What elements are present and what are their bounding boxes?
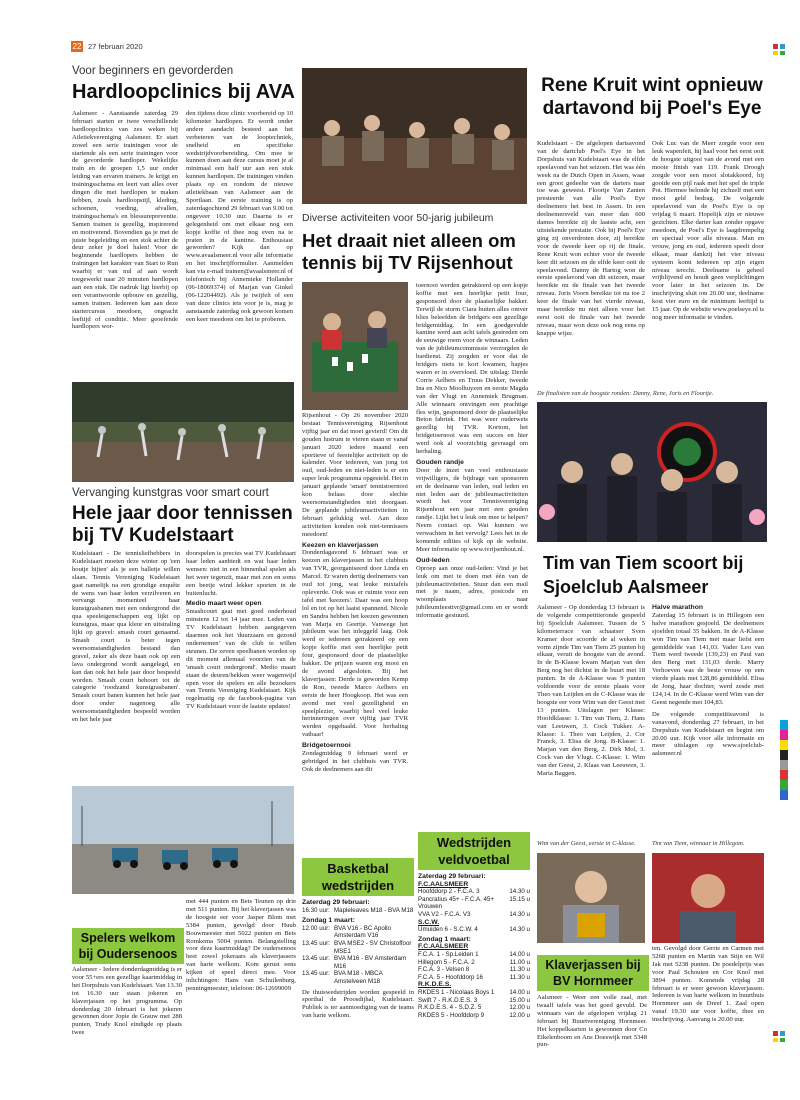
basketbal-time: 16.30 uur:	[302, 906, 330, 914]
veldvoetbal-match: F.C.A. 3 - Velsen 8	[418, 966, 470, 974]
veldvoetbal-time: 14.30 u	[509, 888, 530, 896]
veldvoetbal-title-2: veldvoetbal	[438, 852, 510, 867]
veldvoetbal-row	[418, 911, 530, 919]
hornmeer-banner	[537, 955, 649, 991]
tennis50-title: Het draait niet alleen om tennis bij TV Rijsenhout	[302, 230, 516, 273]
veldvoetbal-match: Swift 7 - R.K.D.E.S. 3	[418, 996, 478, 1004]
hardloop-col2: den tijdens deze clinic voorbereid op 10 kilometer hardlopen. Er wordt onder andere aandacht besteed aan het verbeteren van de looptechniek, snelheid en specifieke wedstrijdvoorbereiding. Om mee te kunnen doen aan deze cursus moet je al minimaal een half uur aan een stuk kunnen hardlopen. De trainingen vinden plaats op en rondom de nieuwe atletiekbaan van Aalsmeer aan de Sportlaan. De eerste training is op zaterdagochtend 29 februari van 9.00 tot ongeveer 10.30 uur. Daarna is er gelegenheid om met elkaar nog een kopje koffie of thee nog even na te praten in de kantine. Enthousiast geworden? Kijk dan op www.avaalsmeer.nl voor alle informatie en het inschrijfformulier. Aanmelden kan via e-mail trainen@avaalsmeer.nl of telefonisch bij Annemieke Hollander (06-18069374) of Marjan van Ginkel (06-12204492). Als je twijfelt of een van deze clinics iets voor je is, mag je aanstaande zaterdag ook gewoon komen een keer meedoen om het te proberen.	[186, 110, 293, 323]
spelers-banner	[72, 928, 184, 964]
basketbal-day-1: Zaterdag 29 februari:	[302, 899, 370, 906]
kunstgras-col2	[186, 550, 296, 782]
kunstgras-title: Hele jaar door tennissen bij TV Kudelstaart	[72, 503, 293, 546]
tim-col2-next: De volgende competitieavond is vanavond, donderdag 27 februari, in het Dorpshuis van Kudelstaart en begint om 20.00 uur. Kijk voor alle informatie en meer uitslagen op www.sjoelclub-aalsmeer.nl	[652, 710, 764, 758]
tennis50-col2-gouden: Door de inzet van veel enthousiaste vrijwilligers, de bijdrage van sponsoren en de deelname van leden, oud leden en niet leden aan de jubileumactiviteiten wordt het voor Tennisvereniging Rijsenhout een jaar met een gouden randje. Lijkt het u leuk om mee te helpen? Neem contact op. Wat kunnen we verwachten in het vervolg? Lees het in de komende edities of kijk op de website. Meer informatie op www.tvrijsenhout.nl.	[416, 466, 528, 553]
veldvoetbal-match: F.C.A. 5 - Hoofddorp 16	[418, 973, 484, 981]
hardloop-kicker: Voor beginners en gevorderden	[72, 65, 234, 77]
hornmeer-title-2: BV Hornmeer	[553, 974, 633, 988]
darts-col1: Kudelstaart - De afgelopen dartsavond van de dartclub Poel's Eye in het Dorpshuis van Kudelstaart was de elfde speelavond van het seizoen. Het was één week na de Dutch Open in Assen, waar een groot gedeelte van de darters naar toe was geweest. Floortje Van Zanten presteerde van alle Poel's Eye deelnemers het best in Assen. In een deelnemersveld van meer dan 600 dames bereikte zij de laatste acht, een uitstekende prestatie. Ook bij Poel's Eye ging zij onverdroten door, zij bereikte voor de tweede keer op rij de finale. Rene Kruit won echter voor de tweede keer dit seizoen en de elfde keer ooit de speelavond. Danny de Hartog won de eerste speelavond van dit seizoen, maar bereikte nu de finale van het tweede niveau. Joris Voorn bereikte tot nu toe 2 keer de finale van het vierde niveau, maar bereikte nu niet alleen voor het eerst ooit de finale van het tweede niveau, maar won deze ook nog eens op knappe wijze.	[537, 140, 645, 337]
kunstgras-col2-intro: doorspelen is precies wat TV Kudelstaart haar leden aanbiedt en wat haar leden wensen: niet in een binnenhal spelen als het weer tegenzit, maar met zon en soms een beetje wind lekker sporten in de buitenlucht.	[186, 550, 296, 597]
tennis50-col2-bridge: toernooi werden getrakteerd op een kopje koffie met een heerlijke petit four, gesponsord door de plaatselijke bakker. Terwijl de storm Ciara buiten alles omver blies beleefden de bridgers een gezellige bridgemiddag. In een goedgevulde kantine werd aan acht tafels gestreden om de eeuwige roem voor de winnaars. Leden van de jubileumcommissie verzorgden de bardienst. Zij zorgden er voor dat de bridgers niets te kort kwamen, hapjes waren er in overvloed. De uitslag: Derde Corrie Aelbers en Truus Dekker, tweede Ina en Nico Moolhuyzen en eerste Magda van der Vlugt en Annemiek Brugman. Alle winnaars ontvingen een prachtige fles wijn, gesponsord door de plaatselijke Beton fabriek. Het was weer ouderwets gezellig bij TVR. Kortom, het bridgetoernooi was een succes en hier werd ook al voorzichtig gevraagd om herhaling.	[416, 282, 528, 456]
basketbal-row	[302, 940, 414, 955]
darts-caption: De finalisten van de hoogste ronden: Danny, Rene, Joris en Floortje.	[537, 390, 714, 397]
basketbal-row	[302, 970, 414, 985]
veldvoetbal-time: 15.00 u	[509, 996, 530, 1004]
basketbal-banner	[302, 858, 414, 896]
veldvoetbal-time: 15.15 u	[509, 895, 530, 903]
tim-title-banner: Tim van Tiem scoort bij Sjoelclub Aalsmeer	[537, 548, 767, 600]
tennis50-sub-oudleden: Oud-leden	[416, 556, 450, 564]
basketbal-time: 13.45 uur:	[302, 939, 330, 947]
basketbal-time: 13.45 uur:	[302, 955, 330, 963]
veldvoetbal-match: R.K.D.E.S. 4 - S.D.Z. 5	[418, 1004, 482, 1012]
tennis50-col1-intro: Rijsenhout - Op 26 november 2020 bestaat Tennisvereniging Rijsenhout vijftig jaar en dat moet gevierd! Om dit gouden lustrum te vieren staan er vanaf januari 2020 iedere maand een sportieve of feestelijke activiteit op de kalender. Voor iedereen, van jong tot oud, oud-leden en niet-leden is er een super leuk programma opgesteld. Het in januari geplande 'smart' tennistoernooi kon helaas door slechte weersomstandigheden niet doorgaan. De geplande jubileumactiviteiten in februari gelukkig wel. Aan deze activiteiten konden ook niet-tennissers meedoen!	[302, 412, 408, 538]
tim-photo-2	[652, 853, 764, 943]
hardloop-col1: Aalsmeer - Aanstaande zaterdag 29 februari starten er twee verschillende hardloopclinics van zes weken bij Atletiekvereniging Aalsmeer. Er start zowel een serie trainingen voor de startende als een serie trainingen voor de gevorderde hardloper. Wekelijks train en de groepen 1,5 uur onder leiding van ervaren trainers. Je krijgt en trainingsschema en leert van alles over dingen die met hardlopen te maken hebben, zoals hardloopstijl, kleding, schoenen, voeding, afvallen, trainingsschema's en blessurepreventie. Samen trainen is gezellig, inspirerend en motiverend. Bovendien ga je met de juiste begeleiding en een stok achter de deur zeker je doel halen! Voor de beginnende hardlopers hebben de trainingen het karakter van Start to Run waarbij er van nul af aan wordt toegewerkt naar 20 minuten hardlopen aan een stuk. De nadruk ligt hierbij op een verantwoorde opbouw en gezellig, samen trainen. Iedereen kan aan deze startercursus meedoen, ongeacht leeftijd of conditie. Meer geoefende hardlopers wor-	[72, 110, 178, 331]
veldvoetbal-club-3: F.C.AALSMEER	[418, 943, 469, 951]
veldvoetbal-match: Hoofddorp 2 - F.C.A. 3	[418, 888, 480, 896]
hardloop-title: Hardloopclinics bij AVA	[72, 82, 295, 103]
veldvoetbal-day-1: Zaterdag 29 februari:	[418, 873, 486, 880]
tennis50-col1-keezen: Donderdagavond 6 februari was er keezen en klaverjassen in het clubhuis van TVR, georganiseerd door Linda en Marcel. Er waren dertig deelnemers van oud tot jong, wat leuke mixtafels opleverde. Ook was er ruimte voor een tafel met 'keezers'. Daar was een hoop lol en tot op het laatst spannend. Nicole en Sandra hebben het keezen gewonnen van Marja en Geertje. Vanwege het jubileum was het inleggeld laag. Ook werd er iedereen getrakteerd op een kopje koffie met een heerlijke petit four, gesponsord door de plaatselijke bakker. De prijzen waren erg mooi en de avond afgesloten. Bij het klaverjassen: Derde is geworden Kemp de Ron, tweede Marco Aelbers en eerste de heer Hoogkoop. Het was een avond met veel gezelligheid en speelplezier, waarbij heel veel leuke herinneringen over vijftig jaar TVR werden opgehaald. Voor herhaling vatbaar!	[302, 549, 408, 739]
event-photo	[302, 68, 527, 204]
spelers-title-1: Spelers welkom	[80, 931, 176, 945]
veldvoetbal-time: 11.30 u	[509, 973, 530, 981]
tennis50-photo	[302, 282, 408, 410]
basketbal-schedule	[302, 899, 414, 1059]
veldvoetbal-time: 12.00 u	[509, 1004, 530, 1012]
tennis50-col2-oudleden: Oproep aan onze oud-leden: Vind je het leuk om met te doen met één van de jubileumactiviteiten. Stuur dan een mail met je naam, adres, postcode en woonplaats naar jubileumfeesttvr@gmail.com en er wordt informatie gestuurd.	[416, 564, 528, 620]
tim-col2	[652, 604, 764, 836]
veldvoetbal-schedule	[418, 873, 530, 1063]
kunstgras-col2-medio: Smashcourt gaat met goed onderhoud minstens 12 tot 14 jaar mee. Leden van TV Kudelstaart hebben aangegeven daarmee ook het 'duurzaam en gezond ondernemen' van de club te willen steunen. De zeven speelbanen worden op dit moment allemaal voorzien van de 'smash court ondergrond'. Medio maart staan de deuren/hekken weer wagenwijd open voor de spelers en alle bezoekers van Tennis Vereniging Kudelstaart. Kijk regelmatig op de facebook-pagina van TV Kudelstaart voor de laatste updates!	[186, 608, 296, 711]
basketbal-match: BVA V16 - BC Apollo Amsterdam V16	[334, 924, 391, 940]
basketbal-time: 12.00 uur:	[302, 924, 330, 932]
veldvoetbal-row	[418, 974, 530, 982]
hardloop-photo	[72, 382, 294, 482]
veldvoetbal-club-2: S.C.W.	[418, 918, 440, 926]
basketbal-row	[302, 955, 414, 970]
spelers-title-2: bij Oudersenoos	[78, 947, 178, 961]
tennis50-sub-gouden: Gouden randje	[416, 458, 464, 466]
tennis50-col1-bridge: Zondagmiddag 9 februari werd er gebridged in het clubhuis van TVR. Ook de deelnemers aan dit	[302, 750, 408, 773]
basketbal-footer: De thuiswedstrijden worden gespeeld in sporthal de Proosdijhal, Kudelstaart. Publiek is ter aanmoediging van de teams van harte welkom.	[302, 988, 414, 1020]
hornmeer-col1: Aalsmeer - Weer een volle zaal, met twaalf tafels was het goed gevuld. De winnaars van de afgelopen vrijdag 21 februari bij Buurtvereniging Hornmeer. Het koppelkaarten is gewonnen door Co Eikelenboom en Ans Doeswijk met 5348 pun-	[537, 994, 647, 1049]
kunstgras-sub-medio: Medio maart weer open	[186, 600, 262, 608]
veldvoetbal-time: 12.00 u	[509, 1011, 530, 1019]
veldvoetbal-match: Vrouwen	[418, 903, 443, 911]
darts-title: Rene Kruit wint opnieuw dartavond bij Poel's Eye	[541, 75, 763, 119]
veldvoetbal-row	[418, 1012, 530, 1020]
basketbal-match: BVA M16 - BV Amsterdam M16	[334, 955, 407, 970]
tennis50-kicker: Diverse activiteiten voor 50-jarig jubileum	[302, 212, 494, 224]
tennis50-sub-bridge: Bridgetoernooi	[302, 742, 351, 750]
tim-photo-1	[537, 853, 645, 943]
veldvoetbal-banner	[418, 832, 530, 870]
tennis50-col2	[416, 282, 528, 712]
veldvoetbal-row	[418, 903, 530, 911]
veldvoetbal-match: Hillegom 5 - F.C.A. 2	[418, 958, 475, 966]
veldvoetbal-match: RKDES 5 - Hoofddorp 9	[418, 1011, 485, 1019]
tim-caption-2: Tim van Tiem, winnaar in Hillegom.	[652, 840, 745, 847]
basketbal-match: BVA MSE2 - SV Christoffoor MSE1	[334, 939, 412, 955]
veldvoetbal-day-2: Zondag 1 maart:	[418, 935, 471, 943]
registration-mark-icon	[773, 43, 785, 55]
hornmeer-title-1: Klaverjassen bij	[545, 958, 641, 972]
basketbal-row	[302, 925, 414, 940]
basketbal-row	[302, 907, 414, 915]
veldvoetbal-time: 14.30 u	[509, 910, 530, 918]
veldvoetbal-match: RKDES 1 - Nicolaas Boys 1	[418, 988, 495, 996]
tim-col1: Aalsmeer - Op donderdag 13 februari is de volgende competitieronde gespeeld bij Sjoelclub Aalsmeer. Tussen de 5 kilometerrace van schaatser Sven Kramer door scoorde de al weken in vorm zijnde Tim van Tiem 25 punten bij elkaar, veruit de hoogste van de avond. In de B-Klasse kwam Marjan van den Berg nog het dichtst in de buurt met 18 punten. In de A-Klasse was 9 punten voldoende voor de eerste plaats voor Theo van Leijden en de C-Klasse was de hoogste eer voor Wim van der Geest met 13 punten. Uitslagen per Klasse: Hoofdklasse: 1. Tim van Tiem, 2. Hans van Leeuwen, 3. Cock Tukker. A-Klasse: 1. Theo van Leijden, 2. Cor Franck, 3. Elisa de Jong. B-Klasse: 1. Marjan van den Berg, 2. Dirk Mol, 3. Cock van der Vlugt. C-Klasse: 1. Wim van der Geest, 2. Klaas van Leeuwen, 3. Maria Baggen.	[537, 604, 645, 778]
tennis50-col1	[302, 412, 408, 852]
basketbal-match: Mapleleaves M18 - BVA M18	[334, 906, 414, 914]
kunstgras-kicker: Vervanging kunstgras voor smart court	[72, 487, 269, 499]
darts-photo	[537, 402, 767, 542]
registration-mark-bottom-icon	[773, 1030, 785, 1042]
veldvoetbal-match: Umuiden 6 - S.C.W. 4	[418, 926, 478, 934]
veldvoetbal-club-4: R.K.D.E.S.	[418, 981, 452, 989]
darts-col2: Ook Luc van de Meer zorgde voor een leuk wapenfeit, hij haal voor het eerst ooit de hoogste uitgooi van de avond met een mooie finish van 119. Frank Droogh zorgde voor een mooi slotakkoord, hij gooide een pijl raak met het spel de triple Pot. Hiermee belonde hij zichzelf met een mooi geld bedrag. De volgende speelavond van de Poel's Eye is op vrijdag 6 maart. Hopelijk zijn er nieuwe gezichten. Elke darter kan zonder opgave meedoen, de Poel's Eye is laagdrempelig en speciaal voor alle niveaus. Man en vrouw, jong en oud, iedereen speelt door elkaar, maar dankzij het vier niveau systeem komt iedereen op zijn eigen niveau terecht. Deelname is geheel vrijblijvend en houdt geen verplichtingen voor later in het seizoen in. De inschrijving sluit om 20.00 uur, deelname kost vier euro en de minimum leeftijd is 15 jaar. Op de website www.poelseye.nl is nog meer informatie te vinden.	[652, 140, 764, 321]
kunstgras-col1: Kudelstaart - De tennisliefhebbers in Kudelstaart moeten deze winter op 'een houtje bijten' als je een balletje willen slaan. Tennis Vereniging Kudelstaart gaat namelijk na een grondige enquête de wens van haar leden verzilveren en vervangt momenteel haar kunstgrasbanen met een ondergrond die qua speeleigenschappen erg lijkt op kunstgras, maar qua kleur en uitstraling lijkt op gravel: smash court genaamd. Smash court is beter tegen weersomstandigheden bestand dan gravel, zeker als deze baan ook op een lava ondergrond wordt aangelegd, en kan dan ook het hele jaar door bespeeld worden. Smash court behoort tot de categorie 'roodzand kunstgrasbanen'. Smash court banen kunnen het hele jaar door onder nagenoeg alle weersomstandigheden bespeeld worden en het hele jaar	[72, 550, 180, 724]
veldvoetbal-row	[418, 896, 530, 904]
veldvoetbal-club-1: F.C.AALSMEER	[418, 880, 469, 888]
veldvoetbal-row	[418, 966, 530, 974]
basketbal-title-1: Basketbal	[327, 861, 389, 876]
basketbal-title-2: wedstrijden	[321, 878, 395, 893]
veldvoetbal-time: 11.00 u	[509, 958, 530, 966]
veldvoetbal-match: VVA V2 - F.C.A. V3	[418, 910, 471, 918]
page-date: 27 februari 2020	[88, 42, 143, 51]
spelers-col2: met 444 punten en Bets Teunen op drie met 511 punten. Bij het klaverjassen was de hoogste eer voor Jasper Blom met 5384 punten, gevolgd door Huub Bouwmeester met 5022 punten en Bets Romkema 5004 punten. Belangstelling voor deze kaartmiddag? De oudersenoos heet zowel jokeraars als klaverjassers van harte welkom. Kom gerust eens kijken of speel direct mee. Voor inlichtingen: Hans van Schuilenburg, penningmeester, telefoon: 06-12699009	[186, 898, 296, 992]
veldvoetbal-time: 11.30 u	[509, 966, 530, 974]
veldvoetbal-row	[418, 959, 530, 967]
veldvoetbal-row	[418, 997, 530, 1005]
veldvoetbal-row	[418, 1004, 530, 1012]
spelers-col1: Aalsmeer - Iedere donderdagmiddag is er voor 55+ers een gezellige kaartmiddag in het Dorpshuis van Kudelstaart. Van 13.30 tot 16.30 uur staan jokeren en klaverjassen op het programma. Op donderdag 20 februari is het jokeren gewonnen door Jopie de Grauw met 288 punten, Trudy Knol eindigde op plaats twee	[72, 966, 182, 1037]
veldvoetbal-match: F.C.A. 1 - Sp.Leiden 1	[418, 950, 479, 958]
basketbal-day-2: Zondag 1 maart:	[302, 917, 355, 925]
veldvoetbal-time: 14.30 u	[509, 926, 530, 934]
veldvoetbal-row	[418, 989, 530, 997]
veldvoetbal-row	[418, 888, 530, 896]
veldvoetbal-time: 14.00 u	[509, 988, 530, 996]
page-number: 22	[72, 42, 82, 51]
kunstgras-photo	[72, 786, 294, 894]
hornmeer-col2: ten. Gevolgd door Gerrie en Carmen met 5268 punten en Martin van Stijn en Wil Jak met 5238 punten. De poedelprijs was voor Paul Schouten en Cor Knol met 3894 punten. Komende vrijdag 28 februari is er weer gewoon klaverjassen. Iedereen is van harte welkom in buurthuis Hornmeer aan de Dreef 1. Zaal open vanaf 19.30 uur voor koffie, thee en inschrijving. Aanvang is 20.00 uur.	[652, 945, 764, 1024]
veldvoetbal-time: 14.00 u	[509, 950, 530, 958]
tim-sub-marathon: Halve marathon	[652, 604, 703, 611]
tim-caption-1: Wim van der Geest, eerste in C-klasse.	[537, 840, 636, 847]
tennis50-sub-keezen: Keezen en klaverjassen	[302, 541, 379, 549]
basketbal-time: 13.45 uur:	[302, 970, 330, 978]
veldvoetbal-match: Pancratius 45+ - F.C.A. 45+	[418, 895, 495, 903]
color-calibration-bar	[780, 720, 788, 800]
veldvoetbal-row	[418, 951, 530, 959]
tim-col2-marathon: Zaterdag 15 februari is in Hillegom een halve marathon gesjoeld. De deelnemers sjoelden totaal 35 bakken. In de A-Klasse won Tim van Tiem met maar liefst een gemiddelde van 141,03. Vader Leo van Tiem werd tweede (139,23) en Paul van den Berg met 131,03 derde. Marry Verhoeven was de beste vrouw op een vierde plaats met 128,86 gemiddeld. Elisa de Jong, haar dochter, werd zesde met 124,14. In de C-Klasse werd Wim van der Geest negende met 104,83.	[652, 611, 764, 706]
veldvoetbal-title-1: Wedstrijden	[436, 835, 512, 850]
veldvoetbal-row	[418, 926, 530, 934]
basketbal-match: BVA M18 - MBCA Amstelveen M18	[334, 970, 383, 985]
